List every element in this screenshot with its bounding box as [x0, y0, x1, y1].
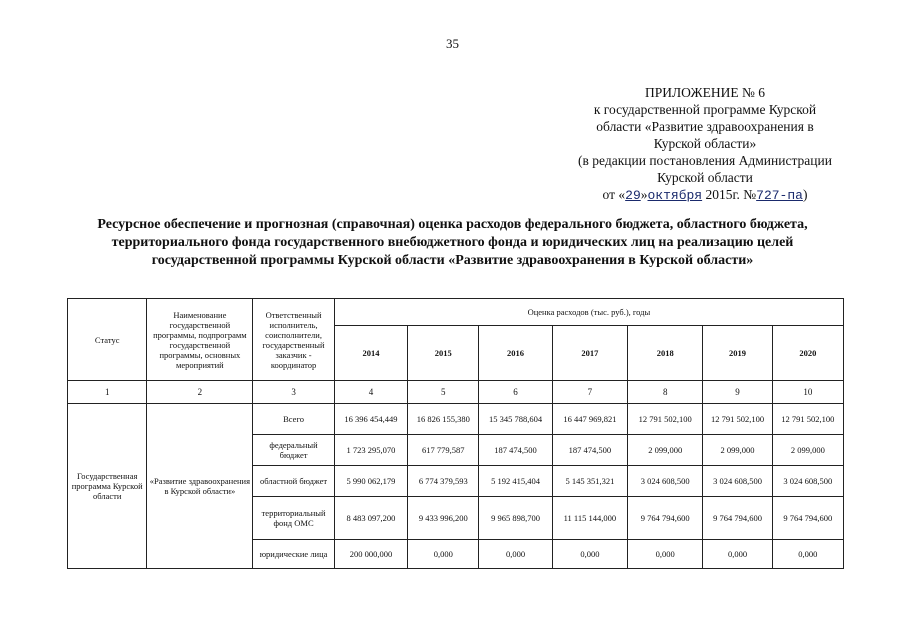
header-name: Наименование государственной программы, подпрограмм государственной программы, основных мероприятий	[147, 299, 253, 381]
handwritten-month: октября	[647, 188, 703, 203]
column-number: 9	[703, 381, 772, 404]
appendix-line: к государственной программе Курской	[593, 102, 817, 117]
value-cell: 0,000	[552, 540, 627, 569]
program-cell: «Развитие здравоохранения в Курской области»	[147, 404, 253, 569]
value-cell: 0,000	[479, 540, 552, 569]
column-number: 2	[147, 381, 253, 404]
handwritten-day: 29	[625, 188, 641, 203]
appendix-heading: ПРИЛОЖЕНИЕ № 6	[644, 85, 766, 100]
title-line: Ресурсное обеспечение и прогнозная (справочная) оценка расходов федерального бюджета, областного бюджета,	[97, 217, 808, 232]
column-number: 4	[334, 381, 407, 404]
title-line: территориального фонда государственного внебюджетного фонда и юридических лиц на реализацию целей	[111, 235, 794, 250]
value-cell: 2 099,000	[772, 435, 843, 466]
value-cell: 0,000	[408, 540, 479, 569]
column-number: 10	[772, 381, 843, 404]
year-header: 2015	[408, 326, 479, 381]
value-cell: 11 115 144,000	[552, 497, 627, 540]
value-cell: 6 774 379,593	[408, 466, 479, 497]
appendix-line: (в редакции постановления Администрации	[578, 153, 832, 168]
value-cell: 617 779,587	[408, 435, 479, 466]
value-cell: 5 145 351,321	[552, 466, 627, 497]
value-cell: 16 447 969,821	[552, 404, 627, 435]
source-label: федеральный бюджет	[253, 435, 334, 466]
document-title	[40, 216, 865, 270]
value-cell: 9 433 996,200	[408, 497, 479, 540]
appendix-block	[540, 84, 870, 204]
value-cell: 3 024 608,500	[772, 466, 843, 497]
year-header: 2016	[479, 326, 552, 381]
value-cell: 0,000	[703, 540, 772, 569]
source-label: Всего	[253, 404, 334, 435]
date-suffix: )	[802, 187, 808, 202]
value-cell: 12 791 502,100	[772, 404, 843, 435]
value-cell: 2 099,000	[703, 435, 772, 466]
status-cell: Государственная программа Курской области	[68, 404, 147, 569]
value-cell: 9 764 794,600	[772, 497, 843, 540]
header-estimate: Оценка расходов (тыс. руб.), годы	[334, 299, 843, 326]
appendix-line: области «Развитие здравоохранения в	[596, 119, 814, 134]
value-cell: 1 723 295,070	[334, 435, 407, 466]
value-cell: 187 474,500	[479, 435, 552, 466]
header-status: Статус	[68, 299, 147, 381]
year-header: 2018	[628, 326, 703, 381]
table-row	[68, 404, 844, 435]
date-prefix: от «	[602, 187, 626, 202]
handwritten-number: 727-па	[756, 188, 803, 203]
value-cell: 200 000,000	[334, 540, 407, 569]
column-number: 1	[68, 381, 147, 404]
value-cell: 3 024 608,500	[628, 466, 703, 497]
source-label: территориальный фонд ОМС	[253, 497, 334, 540]
year-header: 2014	[334, 326, 407, 381]
value-cell: 16 396 454,449	[334, 404, 407, 435]
value-cell: 2 099,000	[628, 435, 703, 466]
value-cell: 5 990 062,179	[334, 466, 407, 497]
value-cell: 0,000	[628, 540, 703, 569]
year-header: 2019	[703, 326, 772, 381]
column-number: 3	[253, 381, 334, 404]
column-number: 6	[479, 381, 552, 404]
appendix-line: Курской области	[657, 170, 753, 185]
appendix-date-line	[540, 186, 870, 204]
source-label: областной бюджет	[253, 466, 334, 497]
value-cell: 16 826 155,380	[408, 404, 479, 435]
page-number: 35	[446, 36, 459, 51]
value-cell: 12 791 502,100	[628, 404, 703, 435]
value-cell: 187 474,500	[552, 435, 627, 466]
year-header: 2020	[772, 326, 843, 381]
header-responsible: Ответственный исполнитель, соисполнители, государственный заказчик - координатор	[253, 299, 334, 381]
value-cell: 3 024 608,500	[703, 466, 772, 497]
value-cell: 9 764 794,600	[703, 497, 772, 540]
date-year: 2015г. №	[705, 187, 757, 202]
appendix-line: Курской области»	[653, 136, 757, 151]
value-cell: 8 483 097,200	[334, 497, 407, 540]
date-mid: »	[640, 187, 648, 202]
value-cell: 9 764 794,600	[628, 497, 703, 540]
value-cell: 9 965 898,700	[479, 497, 552, 540]
value-cell: 5 192 415,404	[479, 466, 552, 497]
year-header: 2017	[552, 326, 627, 381]
value-cell: 0,000	[772, 540, 843, 569]
source-label: юридические лица	[253, 540, 334, 569]
title-line: государственной программы Курской области «Развитие здравоохранения в Курской области»	[151, 253, 754, 268]
resource-table	[67, 298, 844, 569]
value-cell: 15 345 788,604	[479, 404, 552, 435]
column-number: 5	[408, 381, 479, 404]
column-number: 7	[552, 381, 627, 404]
value-cell: 12 791 502,100	[703, 404, 772, 435]
column-number: 8	[628, 381, 703, 404]
